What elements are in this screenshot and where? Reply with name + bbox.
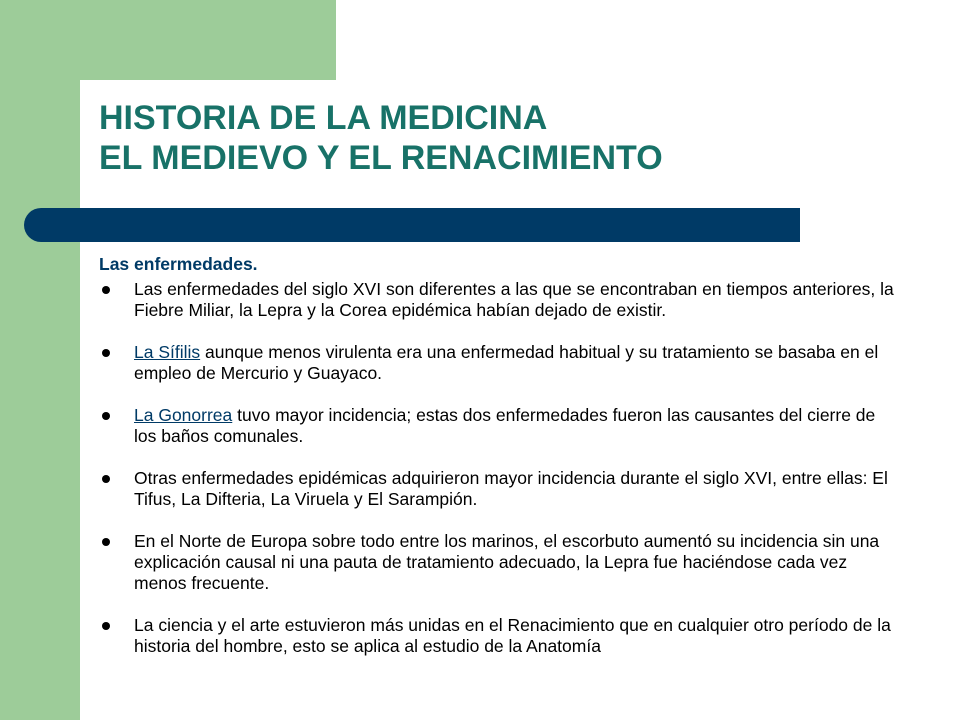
bullet-dot-icon xyxy=(102,349,110,357)
bullet-dot-icon xyxy=(102,412,110,420)
bullet-text: Otras enfermedades epidémicas adquirieron mayor incidencia durante el siglo XVI, entre ellas: El Tifus, La Difteria, La Viruela y El Sarampión. xyxy=(134,468,888,509)
bullet-item-1 xyxy=(99,279,899,321)
bullet-dot-icon xyxy=(102,538,110,546)
bullet-text: tuvo mayor incidencia; estas dos enfermedades fueron las causantes del cierre de los baños comunales. xyxy=(134,405,876,446)
decorative-green-column xyxy=(0,0,80,720)
bullet-item-2 xyxy=(99,342,899,384)
decorative-title-bar xyxy=(24,208,800,242)
bullet-text: aunque menos virulenta era una enfermedad habitual y su tratamiento se basaba en el empleo de Mercurio y Guayaco. xyxy=(134,342,879,383)
section-subheading: Las enfermedades. xyxy=(99,254,258,274)
bullet-item-4 xyxy=(99,468,899,510)
bullet-dot-icon xyxy=(102,622,110,630)
bullet-item-3 xyxy=(99,405,899,447)
bullet-dot-icon xyxy=(102,286,110,294)
bullet-text: En el Norte de Europa sobre todo entre los marinos, el escorbuto aumentó su incidencia sin una explicación causal ni una pauta de tratamiento adecuado, la Lepra fue haciéndose cada vez menos frecuente. xyxy=(134,531,880,593)
bullet-item-5 xyxy=(99,531,899,594)
bullet-list xyxy=(99,279,899,657)
slide-title-line-1: HISTORIA DE LA MEDICINA xyxy=(99,99,548,137)
link-gonorrea[interactable]: La Gonorrea xyxy=(134,405,233,425)
slide-title-line-2: EL MEDIEVO Y EL RENACIMIENTO xyxy=(99,139,663,177)
bullet-item-6 xyxy=(99,615,899,657)
slide-body xyxy=(99,254,899,678)
slide-title xyxy=(99,98,919,178)
bullet-dot-icon xyxy=(102,475,110,483)
link-sifilis[interactable]: La Sífilis xyxy=(134,342,201,362)
bullet-text: Las enfermedades del siglo XVI son diferentes a las que se encontraban en tiempos anteriores, la Fiebre Miliar, la Lepra y la Corea epidémica habían dejado de existir. xyxy=(134,279,894,320)
bullet-text: La ciencia y el arte estuvieron más unidas en el Renacimiento que en cualquier otro período de la historia del hombre, esto se aplica al estudio de la Anatomía xyxy=(134,615,891,656)
decorative-green-header-block xyxy=(0,0,336,80)
